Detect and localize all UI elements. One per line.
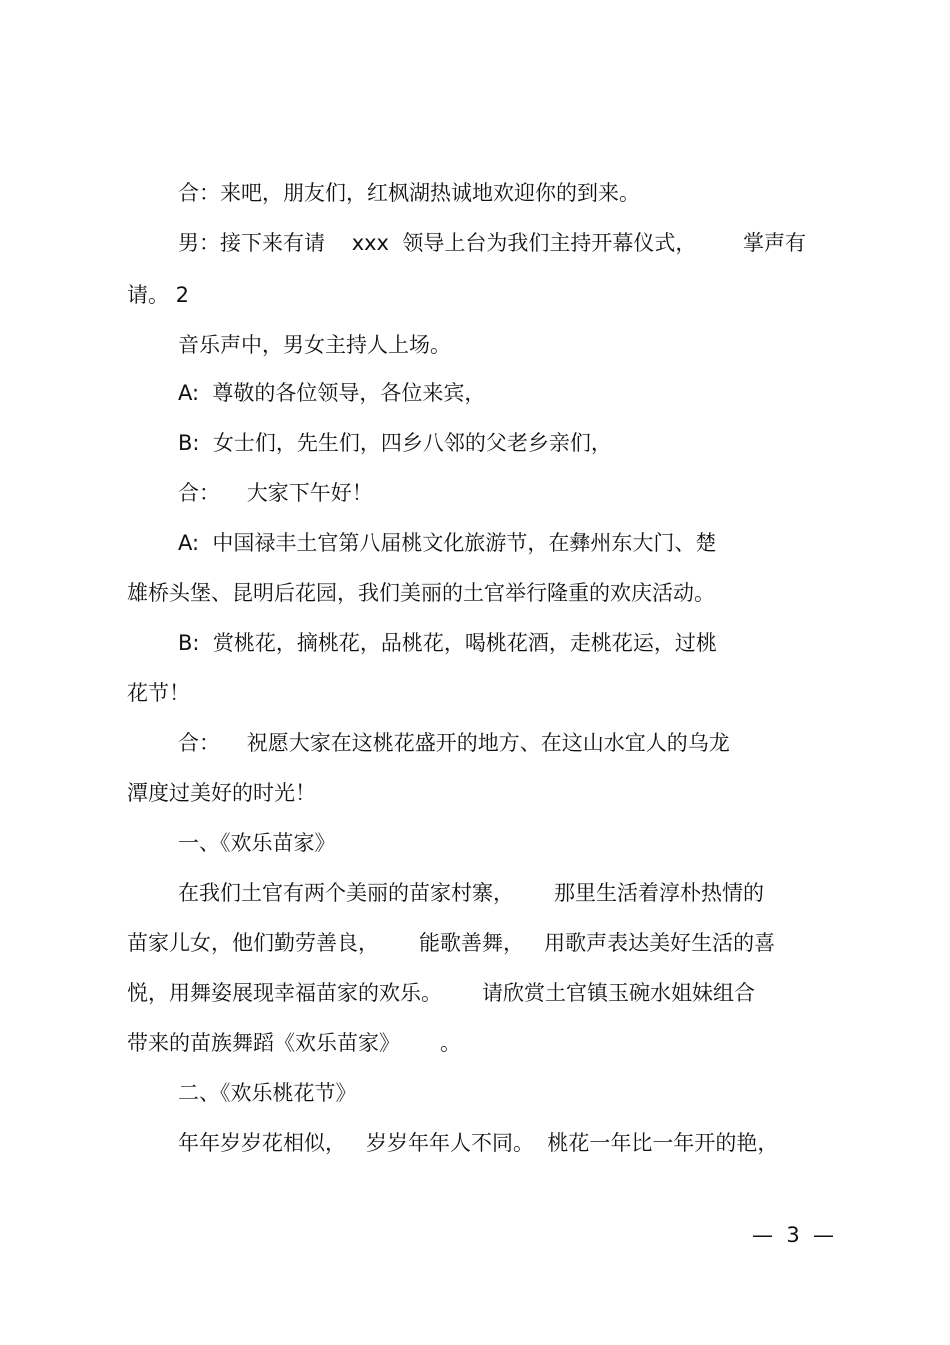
text-line-2: 男：接下来有请 xxx 领导上台为我们主持开幕仪式， 掌声有 [178,231,807,255]
page-number: — 3 — [752,1223,835,1247]
text-line-12: 合： 祝愿大家在这桃花盛开的地方、在这山水宜人的乌龙 [178,731,730,755]
section-heading-1: 一、《欢乐苗家》 [178,831,336,855]
section-heading-2: 二、《欢乐桃花节》 [178,1081,357,1105]
text-line-18: 带来的苗族舞蹈《欢乐苗家》 。 [127,1031,462,1055]
text-line-11: 花节！ [127,681,190,705]
text-line-3: 请。 2 [127,283,190,307]
text-line-4: 音乐声中，男女主持人上场。 [178,333,451,357]
text-line-9: 雄桥头堡、昆明后花园，我们美丽的土官举行隆重的欢庆活动。 [127,581,715,605]
text-line-16: 苗家儿女，他们勤劳善良， 能歌善舞， 用歌声表达美好生活的喜 [127,931,776,955]
text-line-8: A: 中国禄丰土官第八届桃文化旅游节，在彝州东大门、楚 [178,531,717,555]
text-line-17: 悦，用舞姿展现幸福苗家的欢乐。 请欣赏土官镇玉碗水姐妹组合 [127,981,756,1005]
text-line-15: 在我们土官有两个美丽的苗家村寨， 那里生活着淳朴热情的 [178,881,765,905]
text-line-5: A: 尊敬的各位领导，各位来宾， [178,381,486,405]
text-line-6: B: 女士们，先生们，四乡八邻的父老乡亲们， [178,431,612,455]
text-line-20: 年年岁岁花相似， 岁岁年年人不同。 桃花一年比一年开的艳， [178,1131,779,1155]
text-line-7: 合： 大家下午好！ [178,481,373,505]
text-line-13: 潭度过美好的时光！ [127,781,316,805]
text-line-10: B: 赏桃花，摘桃花，品桃花，喝桃花酒，走桃花运，过桃 [178,631,717,655]
text-line-1: 合：来吧，朋友们，红枫湖热诚地欢迎你的到来。 [178,181,640,205]
